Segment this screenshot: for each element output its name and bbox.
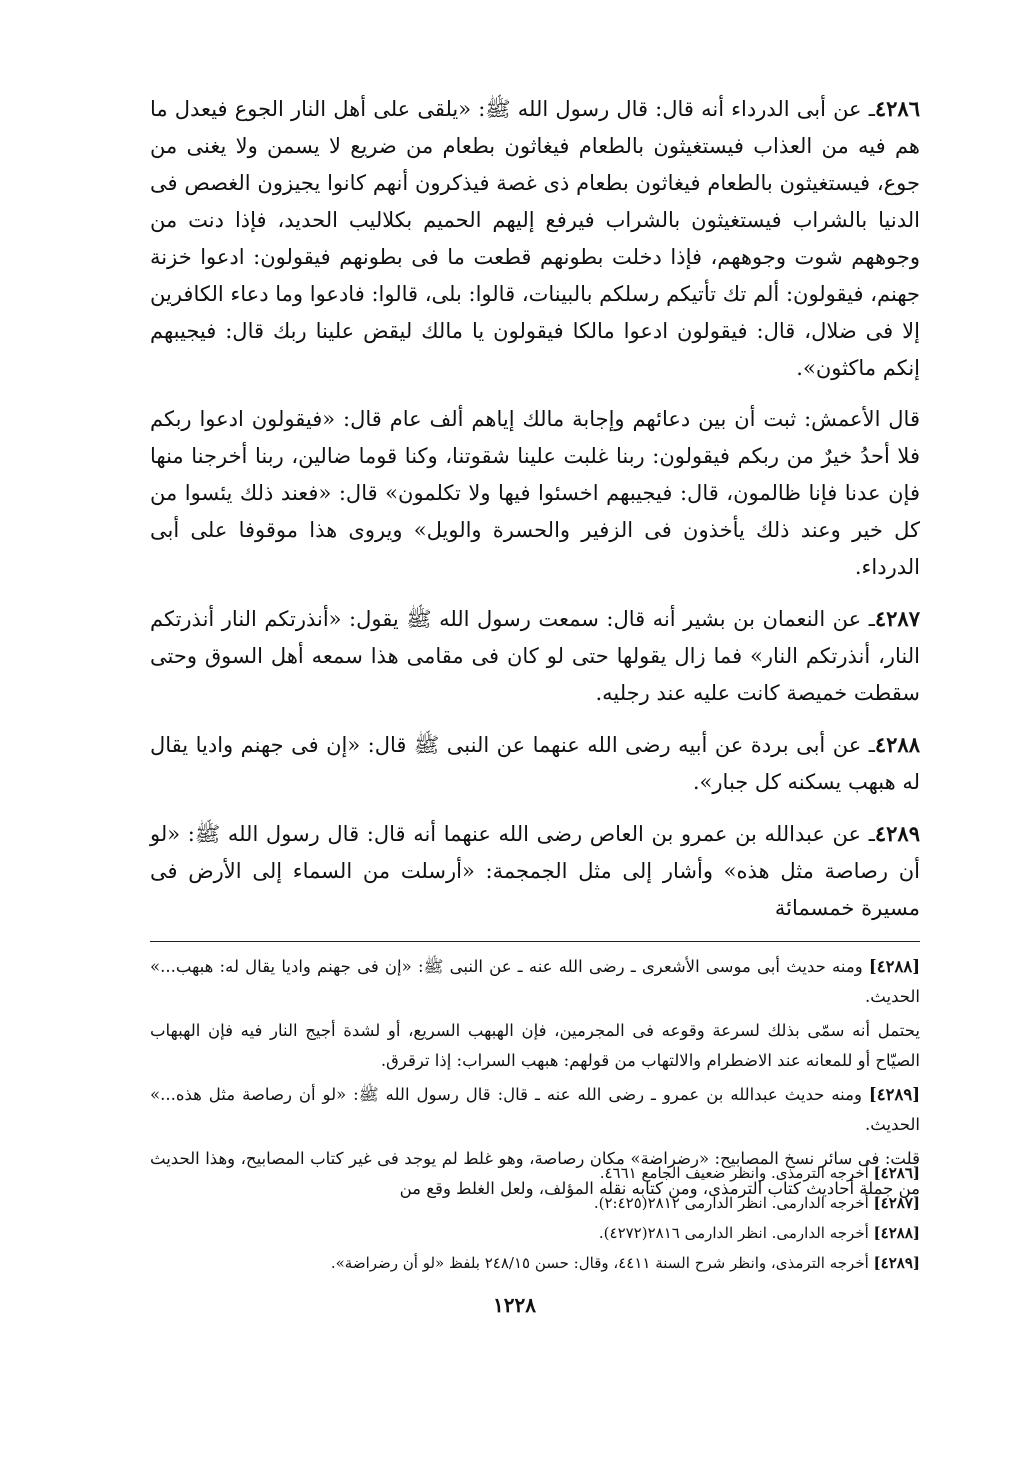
note-4289 [150,1080,920,1140]
hadith-4286 [150,90,920,387]
hadith-4287 [150,600,920,712]
note-text: يحتمل أنه سمّى بذلك لسرعة وقوعه فى المجرمين، فإن الهبهب السريع، أو لشدة أجيج النار فيه فإن الهبهاب الصيّاح أو للمعانه عند الاضطرام والالتهاب من قولهم: هبهب السراب: إذا ترقرق. [150,1021,920,1070]
footnote-ref: [٤٢٨٧] [873,1194,920,1212]
note-text: ومنه حديث عبدالله بن عمرو ـ رضى الله عنه ـ قال: قال رسول الله ﷺ: «لو أن رصاصة مثل هذه...» الحديث. [150,1085,920,1134]
footnote-ref: [٤٢٨٩] [873,1254,920,1272]
hadith-number: ٤٢٨٩ [874,821,920,846]
hadith-text: قال الأعمش: ثبت أن بين دعائهم وإجابة مالك إياهم ألف عام قال: «فيقولون ادعوا ربكم فلا أحدُ خيرٌ من ربكم فيقولون: ربنا غلبت علينا شقوتنا، وكنا قوما ضالين، ربنا أخرجنا منها فإن عدنا فإنا ظالمون، قال: فيجيبهم اخسئوا فيها ولا تكلمون» قال: «فعند ذلك يئسوا من كل خير وعند ذلك يأخذون فى الزفير والحسرة والويل» ويروى هذا موقوفا على أبى الدرداء. [150,407,920,579]
hadith-number: ٤٢٨٨ [874,732,920,757]
page-number: ١٢٢٨ [493,1293,536,1317]
footnote-text: أخرجه الترمذى، وانظر شرح السنة ٤٤١١، وقال: حسن ٢٤٨/١٥ بلفظ «لو أن رضراضة». [330,1254,869,1272]
hadith-text: ـ عن النعمان بن بشير أنه قال: سمعت رسول الله ﷺ يقول: «أنذرتكم النار أنذرتكم النار، أنذرتكم النار» فما زال يقولها حتى لو كان فى مقامى هذا سمعه أهل السوق وحتى سقطت خميصة كانت عليه عند رجليه. [150,607,920,705]
footnote-ref: [٤٢٨٨] [873,1224,920,1242]
footnote-ref: [٤٢٨٦] [873,1164,920,1182]
hadith-text: ـ عن أبى بردة عن أبيه رضى الله عنهما عن النبى ﷺ قال: «إن فى جهنم واديا يقال له هبهب يسكنه كل جبار». [150,733,920,794]
hadith-text: ـ عن أبى الدرداء أنه قال: قال رسول الله ﷺ: «يلقى على أهل النار الجوع فيعدل ما هم فيه من العذاب فيستغيثون بالطعام فيغاثون بطعام من ضريع لا يسمن ولا يغنى من جوع، فيستغيثون بالطعام فيغاثون بطعام ذى غصة فيذكرون أنهم كانوا يجيزون الغصص فى الدنيا بالشراب فيستغيثون بالشراب فيرفع إليهم الحميم بكلاليب الحديد، فإذا دنت من وجوههم شوت وجوههم، فإذا دخلت بطونهم قطعت ما فى بطونهم فيقولون: ادعوا خزنة جهنم، فيقولون: ألم تك تأتيكم رسلكم بالبينات، قالوا: بلى، قالوا: فادعوا وما دعاء الكافرين إلا فى ضلال، قال: فيقولون ادعوا مالكا فيقولون يا مالك ليقض علينا ربك قال: فيجيبهم إنكم ماكثون». [150,97,920,380]
note-4288-explanation [150,1016,920,1076]
hadith-number: ٤٢٨٦ [874,96,920,121]
note-4288 [150,952,920,1012]
hadith-4288 [150,726,920,801]
separator-line [150,941,920,942]
footnote-text: أخرجه الترمذى. وانظر ضعيف الجامع ٤٦٦١. [599,1164,869,1182]
page-body [150,90,920,1208]
hadith-4286-commentary [150,401,920,586]
hadith-4289 [150,815,920,927]
footnote-4287 [220,1188,920,1218]
note-ref: [٤٢٨٨] [868,957,920,976]
footnote-text: أخرجه الدارمى. انظر الدارمى ٢٨١٦(٤٢٧٢). [598,1224,869,1242]
main-text [150,90,920,927]
footnote-4286 [220,1158,920,1188]
footnote-4289 [220,1248,920,1278]
footnote-references [220,1158,920,1278]
note-ref: [٤٢٨٩] [868,1085,920,1104]
note-text: ومنه حديث أبى موسى الأشعرى ـ رضى الله عنه ـ عن النبى ﷺ: «إن فى جهنم واديا يقال له: هبهب...» الحديث. [150,957,920,1006]
footnote-4288 [220,1218,920,1248]
footnote-text: أخرجه الدارمى. انظر الدارمى ٢٨١٢(٢:٤٢٥). [593,1194,869,1212]
note-text: قلت: فى سائر نسخ المصابيح: «رضراضة» مكان رصاصة، وهو غلط لم يوجد فى غير كتاب المصابيح، وهذا الحديث من جملة أحاديث كتاب الترمذى، ومن كتابه نقله المؤلف، ولعل الغلط وقع من [150,1149,920,1198]
hadith-number: ٤٢٨٧ [874,606,920,631]
hadith-text: ـ عن عبدالله بن عمرو بن العاص رضى الله عنهما أنه قال: قال رسول الله ﷺ: «لو أن رصاصة مثل هذه» وأشار إلى مثل الجمجمة: «أرسلت من السماء إلى الأرض فى مسيرة خمسمائة [150,822,920,920]
